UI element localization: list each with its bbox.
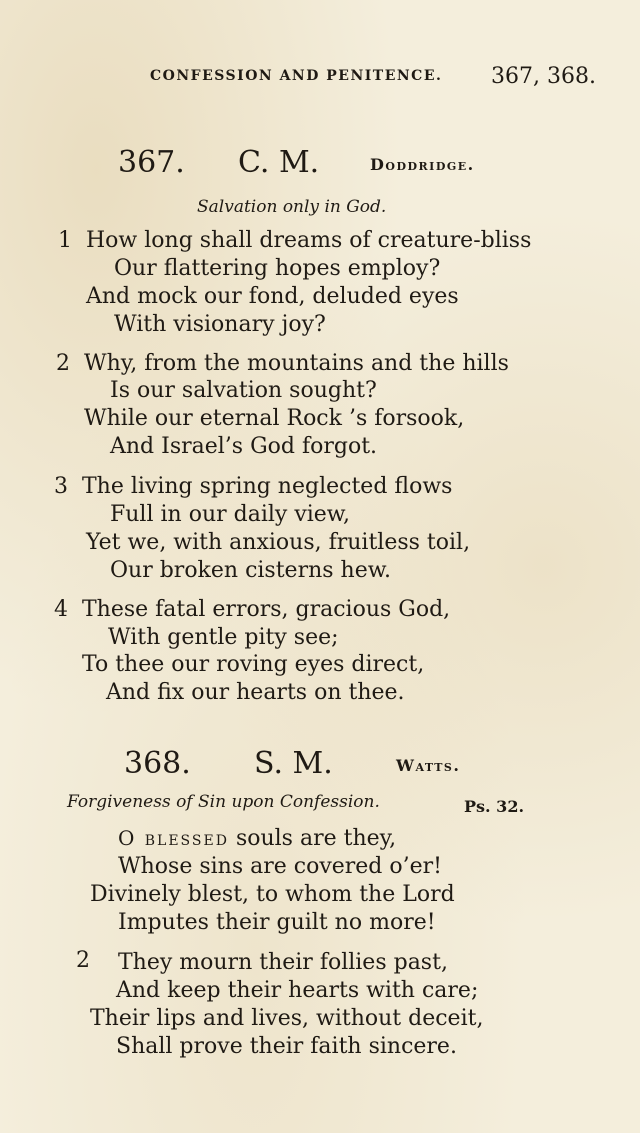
hymn-subject: Forgiveness of Sin upon Confession. xyxy=(67,792,380,812)
hymn-meter: C. M. xyxy=(238,145,320,180)
verse-line: And fix our hearts on thee. xyxy=(106,680,405,705)
hymn-number: 368. xyxy=(124,746,191,781)
verse-line: Our broken cisterns hew. xyxy=(110,558,391,583)
verse-line: These fatal errors, gracious God, xyxy=(82,597,451,622)
stanza-number: 1 xyxy=(58,228,72,253)
verse-line: Full in our daily view, xyxy=(110,502,351,527)
verse-line: The living spring neglected flows xyxy=(82,474,453,499)
running-head xyxy=(150,64,600,94)
verse-line: To thee our roving eyes direct, xyxy=(82,652,425,677)
verse-line: And mock our fond, deluded eyes xyxy=(86,284,459,309)
hymn-subject: Salvation only in God. xyxy=(197,197,387,217)
verse-line: Why, from the mountains and the hills xyxy=(84,351,509,376)
running-head-title: CONFESSION AND PENITENCE. xyxy=(150,68,443,84)
hymn-meter: S. M. xyxy=(254,746,333,781)
hymn-367-heading xyxy=(118,145,518,181)
verse-line: Shall prove their faith sincere. xyxy=(116,1034,457,1059)
verse-line: With gentle pity see; xyxy=(108,625,339,650)
verse-line: Yet we, with anxious, fruitless toil, xyxy=(86,530,471,555)
verse-line: And keep their hearts with care; xyxy=(116,978,479,1003)
verse-line: Is our salvation sought? xyxy=(110,378,377,403)
verse-line: Divinely blest, to whom the Lord xyxy=(90,882,455,907)
verse-line: And Israel’s God forgot. xyxy=(110,434,378,459)
verse-line xyxy=(118,826,396,851)
verse-line-rest: souls are they, xyxy=(228,826,397,851)
hymn-368-heading xyxy=(124,746,524,782)
stanza-number: 2 xyxy=(56,351,70,376)
verse-line: They mourn their follies past, xyxy=(118,950,448,975)
opening-small-caps: O blessed xyxy=(118,826,229,850)
verse-line: Our flattering hopes employ? xyxy=(114,256,441,281)
hymn-author: Watts. xyxy=(396,756,461,775)
verse-line: Imputes their guilt no more! xyxy=(118,910,436,935)
verse-line: While our eternal Rock ’s forsook, xyxy=(84,406,465,431)
page-numbers: 367, 368. xyxy=(491,64,596,89)
stanza-number: 3 xyxy=(54,474,68,499)
stanza-number: 4 xyxy=(54,597,68,622)
scripture-reference: Ps. 32. xyxy=(464,797,525,816)
hymn-author: Doddridge. xyxy=(370,155,475,174)
hymn-number: 367. xyxy=(118,145,185,180)
verse-line: How long shall dreams of creature-bliss xyxy=(86,228,532,253)
stanza-number: 2 xyxy=(76,948,90,973)
verse-line: Whose sins are covered o’er! xyxy=(118,854,442,879)
verse-line: Their lips and lives, without deceit, xyxy=(90,1006,484,1031)
verse-line: With visionary joy? xyxy=(114,312,326,337)
